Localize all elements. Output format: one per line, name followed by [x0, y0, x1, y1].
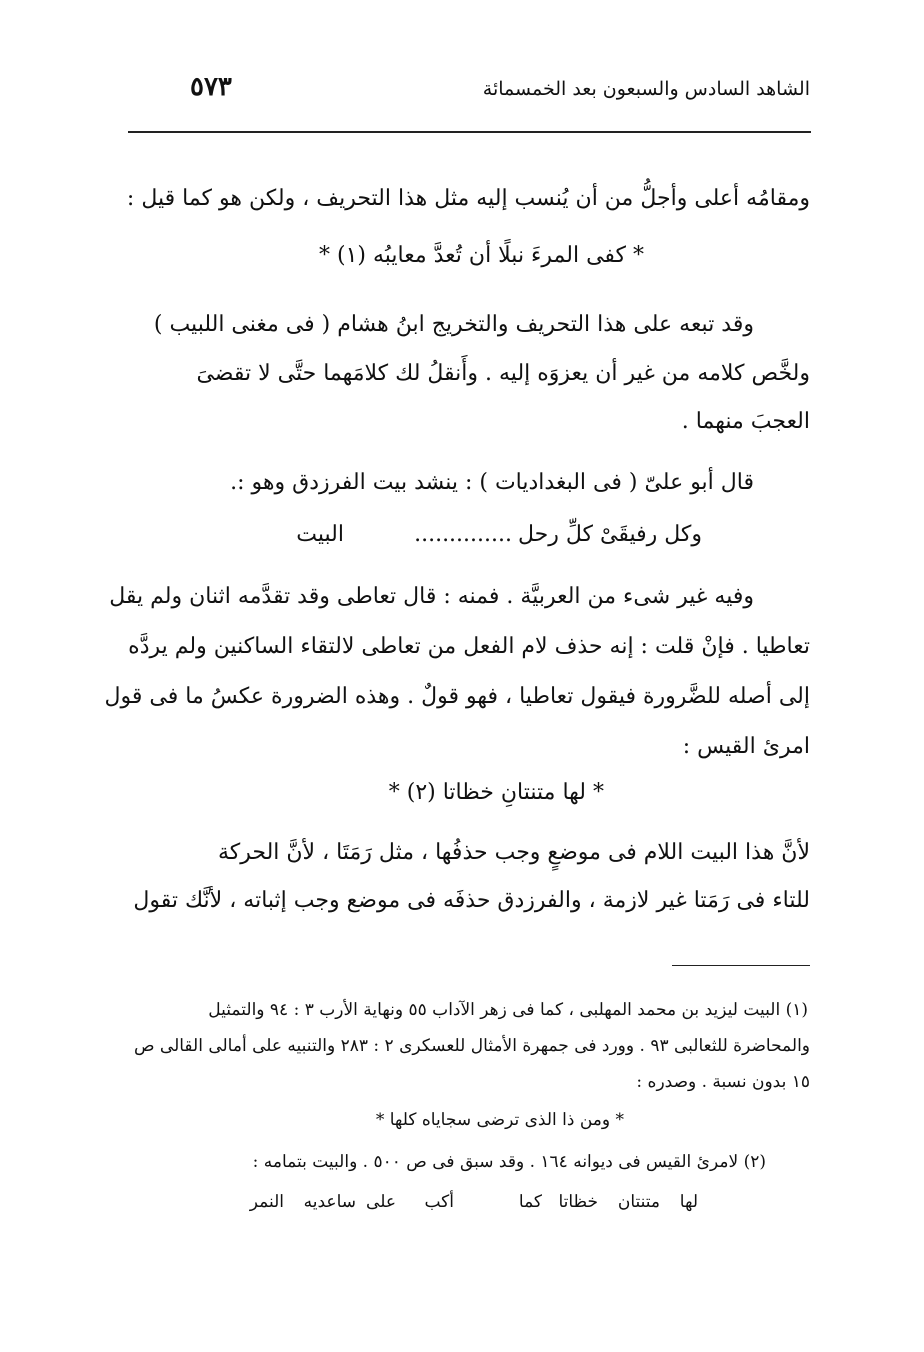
footnote-line: ١٥ بدون نسبة . وصدره : — [636, 1072, 810, 1092]
verse-dots: .............. — [414, 522, 512, 547]
body-line: ومقامُه أعلى وأجلُّ من أن يُنسب إليه مثل هذا التحريف ، ولكن هو كما قيل : — [126, 186, 810, 211]
body-line: للتاء فى رَمَتا غير لازمة ، والفرزدق حذفَه فى موضع وجب إثباته ، لأنَّك تقول — [133, 888, 810, 913]
footnote-verse-word: أكب — [424, 1192, 454, 1212]
footnote-verse-word: لها — [679, 1192, 698, 1212]
verse-line: وكل رفيقَىْ كلِّ رحل — [517, 522, 702, 547]
verse-line: * كفى المرءَ نبلًا أن تُعدَّ معايبُه (١) * — [319, 243, 644, 268]
footnote-verse: * ومن ذا الذى ترضى سجاياه كلها * — [375, 1110, 624, 1130]
page-number: ٥٧٣ — [190, 72, 232, 102]
footnote-verse-word: على — [366, 1192, 396, 1212]
verse-line: * لها متنتانِ خظاتا (٢) * — [388, 780, 604, 805]
body-line: ولخَّص كلامه من غير أن يعزوَه إليه . وأَنقلُ لك كلامَهما حتَّى لا تقضىَ — [196, 361, 810, 386]
body-line: وقد تبعه على هذا التحريف والتخريج ابنُ هشام ( فى مغنى اللبيب ) — [153, 312, 754, 337]
footnote-verse-word: خظاتا — [558, 1192, 598, 1212]
body-line: العجبَ منهما . — [681, 409, 810, 434]
footnote-verse-word: متنتان — [617, 1192, 660, 1212]
footnote-line: (١) البيت ليزيد بن محمد المهلبى ، كما فى زهر الآداب ٥٥ ونهاية الأرب ٣ : ٩٤ والتمثيل — [208, 1000, 808, 1020]
footnote-line: (٢) لامرئ القيس فى ديوانه ١٦٤ . وقد سبق فى ص ٥٠٠ . والبيت بتمامه : — [252, 1152, 766, 1172]
footnote-verse-word: كما — [518, 1192, 542, 1212]
footnote-verse-word: ساعديه — [303, 1192, 356, 1212]
body-line: إلى أصله للضَّرورة فيقول تعاطيا ، فهو قولٌ . وهذه الضرورة عكسُ ما فى قول — [104, 684, 810, 709]
body-line: قال أبو علىّ ( فى البغداديات ) : ينشد بيت الفرزدق وهو :. — [230, 470, 754, 495]
body-line: امرئ القيس : — [682, 734, 810, 759]
header-rule — [128, 131, 811, 133]
body-line: لأنَّ هذا البيت اللام فى موضعٍ وجب حذفُها ، مثل رَمَتَا ، لأنَّ الحركة — [217, 840, 810, 865]
footnote-rule — [672, 965, 810, 966]
verse-line: البيت — [296, 522, 344, 547]
footnote-line: والمحاضرة للثعالبى ٩٣ . وورد فى جمهرة الأمثال للعسكرى ٢ : ٢٨٣ والتنبيه على أمالى القالى ص — [133, 1036, 810, 1056]
page-header — [190, 72, 810, 112]
footnote-verse-word: النمر — [249, 1192, 284, 1212]
running-title: الشاهد السادس والسبعون بعد الخمسمائة — [482, 78, 810, 100]
body-line: وفيه غير شىء من العربيَّة . فمنه : قال تعاطى وقد تقدَّمه اثنان ولم يقل — [109, 584, 754, 609]
body-line: تعاطيا . فإنْ قلت : إنه حذف لام الفعل من تعاطى لالتقاء الساكنين ولم يردَّه — [128, 634, 810, 659]
